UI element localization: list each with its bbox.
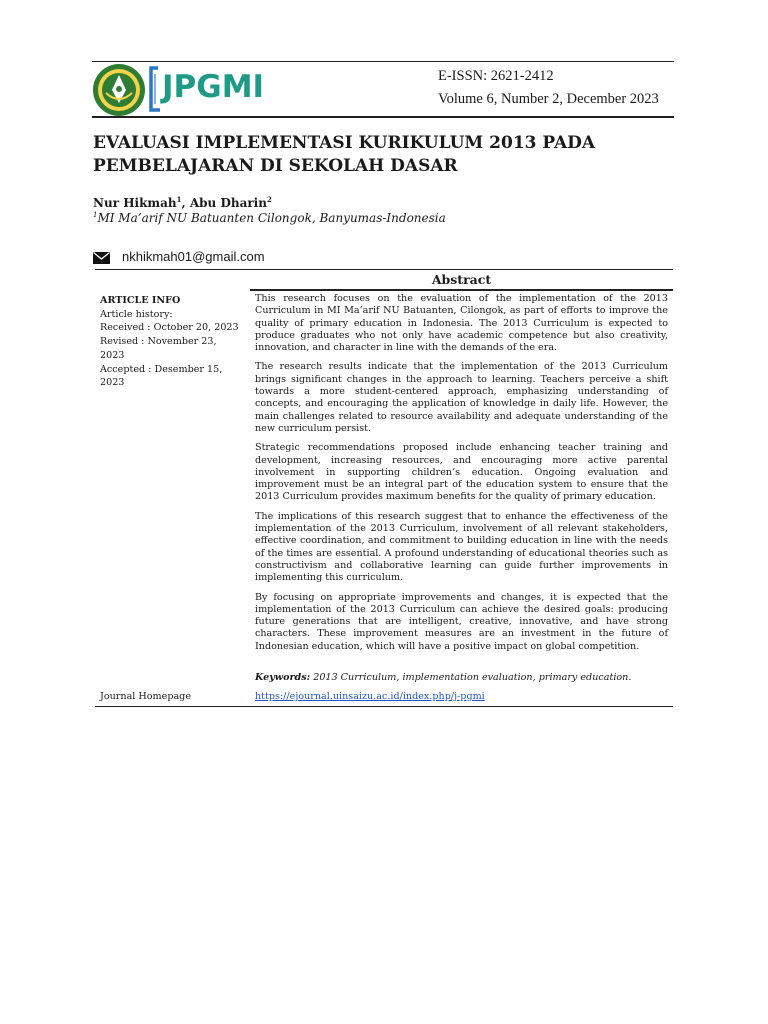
title-line-1: EVALUASI IMPLEMENTASI KURIKULUM 2013 PADA bbox=[93, 133, 596, 153]
article-info-panel bbox=[100, 294, 245, 390]
article-info-heading: ARTICLE INFO bbox=[100, 295, 181, 306]
abstract-heading-rule bbox=[250, 289, 673, 291]
journal-logo-text: JPGMI bbox=[162, 69, 265, 105]
author-2: Abu Dharin bbox=[189, 196, 267, 210]
affiliation-superscript: 1 bbox=[93, 211, 98, 219]
journal-logo-mark-icon bbox=[146, 66, 162, 112]
eissn-text: E-ISSN: 2621-2412 bbox=[438, 68, 554, 84]
abstract-paragraph-2: The research results indicate that the implementation of the 2013 Curriculum brings significant changes in the approach to learning. Teachers perceive a shift towards a more student-centered approach, emphasizing understanding of concepts, and encouraging the application of knowledge in daily life. However, the main challenges related to resource availability and adequate understanding of the new curriculum persist. bbox=[255, 361, 668, 434]
author-1-superscript: 1 bbox=[176, 195, 182, 204]
title-line-2: PEMBELAJARAN DI SEKOLAH DASAR bbox=[93, 156, 458, 176]
abstract-paragraph-1: This research focuses on the evaluation of the implementation of the 2013 Curriculum in MI Ma’arif NU Batuanten, Cilongok, as part of efforts to improve the quality of primary education in Indonesia. The 2013 Curriculum is expected to produce graduates who not only have academic competence but also creativity, innovation, and character in line with the demands of the era. bbox=[255, 293, 668, 354]
revised-date-line-2: 2023 bbox=[100, 349, 125, 361]
keywords-label: Keywords: bbox=[255, 672, 311, 683]
accepted-date-line-1: Accepted : Desember 15, bbox=[100, 363, 223, 375]
info-bottom-rule bbox=[95, 706, 673, 707]
volume-text: Volume 6, Number 2, December 2023 bbox=[438, 91, 659, 107]
university-emblem-icon bbox=[92, 63, 146, 117]
abstract-paragraph-4: The implications of this research suggest that to enhance the effectiveness of the implementation of the 2013 Curriculum, involvement of all relevant stakeholders, effective coordination, and commitment to building education in line with the needs of the times are essential. A profound understanding of educational theories such as constructivism and collaborative learning can guide further improvements in implementing this curriculum. bbox=[255, 510, 668, 584]
accepted-date-line-2: 2023 bbox=[100, 377, 125, 389]
keywords-text: 2013 Curriculum, implementation evaluation, primary education. bbox=[310, 672, 632, 683]
abstract-paragraph-5: By focusing on appropriate improvements and changes, it is expected that the implementation of the 2013 Curriculum can achieve the desired goals: producing future generations that are intelligent, creative, innovative, and have strong characters. These improvement measures are an investment in the future of Indonesian education, which will have a positive impact on global competition. bbox=[255, 591, 668, 652]
abstract-paragraph-3: Strategic recommendations proposed include enhancing teacher training and development, increasing resources, and encouraging more active parental involvement in supporting children’s education. Ongoing evaluation and improvement must be an integral part of the education system to ensure that the 2013 Curriculum provides maximum benefits for the quality of primary education. bbox=[255, 442, 668, 503]
header-top-rule bbox=[92, 61, 674, 62]
abstract-body bbox=[255, 293, 668, 660]
journal-homepage-label: Journal Homepage bbox=[100, 691, 192, 702]
author-email: nkhikmah01@gmail.com bbox=[122, 249, 265, 264]
abstract-heading: Abstract bbox=[431, 272, 492, 287]
author-1: Nur Hikmah bbox=[93, 196, 177, 210]
author-separator: , bbox=[181, 196, 190, 210]
envelope-icon bbox=[93, 252, 110, 264]
received-date: Received : October 20, 2023 bbox=[100, 322, 239, 334]
email-row bbox=[93, 248, 265, 266]
affiliation bbox=[93, 207, 446, 226]
author-2-superscript: 2 bbox=[266, 195, 272, 204]
article-history-label: Article history: bbox=[100, 308, 173, 320]
abstract-top-rule bbox=[95, 269, 673, 270]
revised-date-line-1: Revised : November 23, bbox=[100, 336, 217, 348]
keywords bbox=[255, 672, 668, 684]
affiliation-text: MI Ma’arif NU Batuanten Cilongok, Banyumas-Indonesia bbox=[97, 211, 446, 225]
header-bottom-rule bbox=[92, 116, 674, 118]
journal-homepage-link[interactable]: https://ejournal.uinsaizu.ac.id/index.php/j-pgmi bbox=[255, 691, 485, 702]
article-title bbox=[93, 132, 693, 178]
